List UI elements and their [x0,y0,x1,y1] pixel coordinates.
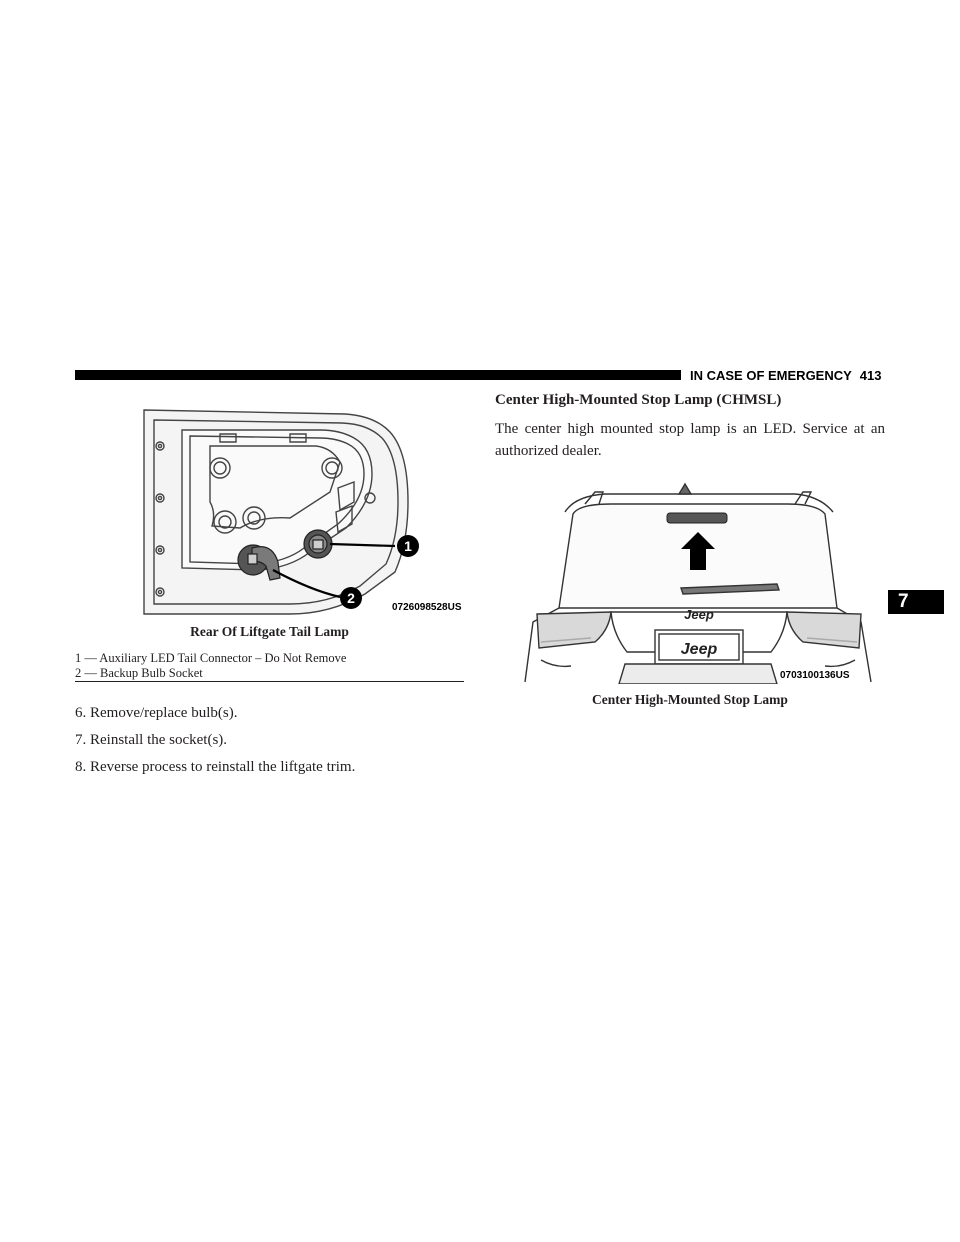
tail-lamp-figure [140,392,465,620]
chapter-tab[interactable]: 7 [888,590,944,614]
header-section-title: IN CASE OF EMERGENCY [690,368,852,383]
figure-code: 0703100136US [780,670,850,681]
page-number: 413 [859,368,882,383]
step-item: 8. Reverse process to reinstall the liftgate trim. [75,759,356,775]
badge-upper: Jeep [684,607,714,622]
step-item: 6. Remove/replace bulb(s). [75,705,238,721]
badge-plate: Jeep [680,641,718,658]
chmsl-figure [515,482,880,684]
tail-lamp-illustration [140,392,465,620]
figure-caption: Rear Of Liftgate Tail Lamp [190,624,349,639]
page-header [690,368,890,383]
chmsl-lamp [667,513,727,523]
header-rule [75,370,681,380]
callout-2-label: 2 [347,590,355,606]
section-title: Center High-Mounted Stop Lamp (CHMSL) [495,392,782,408]
body-paragraph: The center high mounted stop lamp is an LED. Service at an authorized dealer. [495,421,885,459]
figure-caption: Center High-Mounted Stop Lamp [592,692,788,707]
legend-divider [75,681,464,682]
legend-item: 2 — Backup Bulb Socket [75,666,203,680]
step-item: 7. Reinstall the socket(s). [75,732,228,748]
legend-item: 1 — Auxiliary LED Tail Connector – Do Not Remove [75,651,347,665]
liftgate-illustration [515,482,880,684]
callout-1-label: 1 [404,538,412,554]
figure-code: 0726098528US [392,602,462,613]
